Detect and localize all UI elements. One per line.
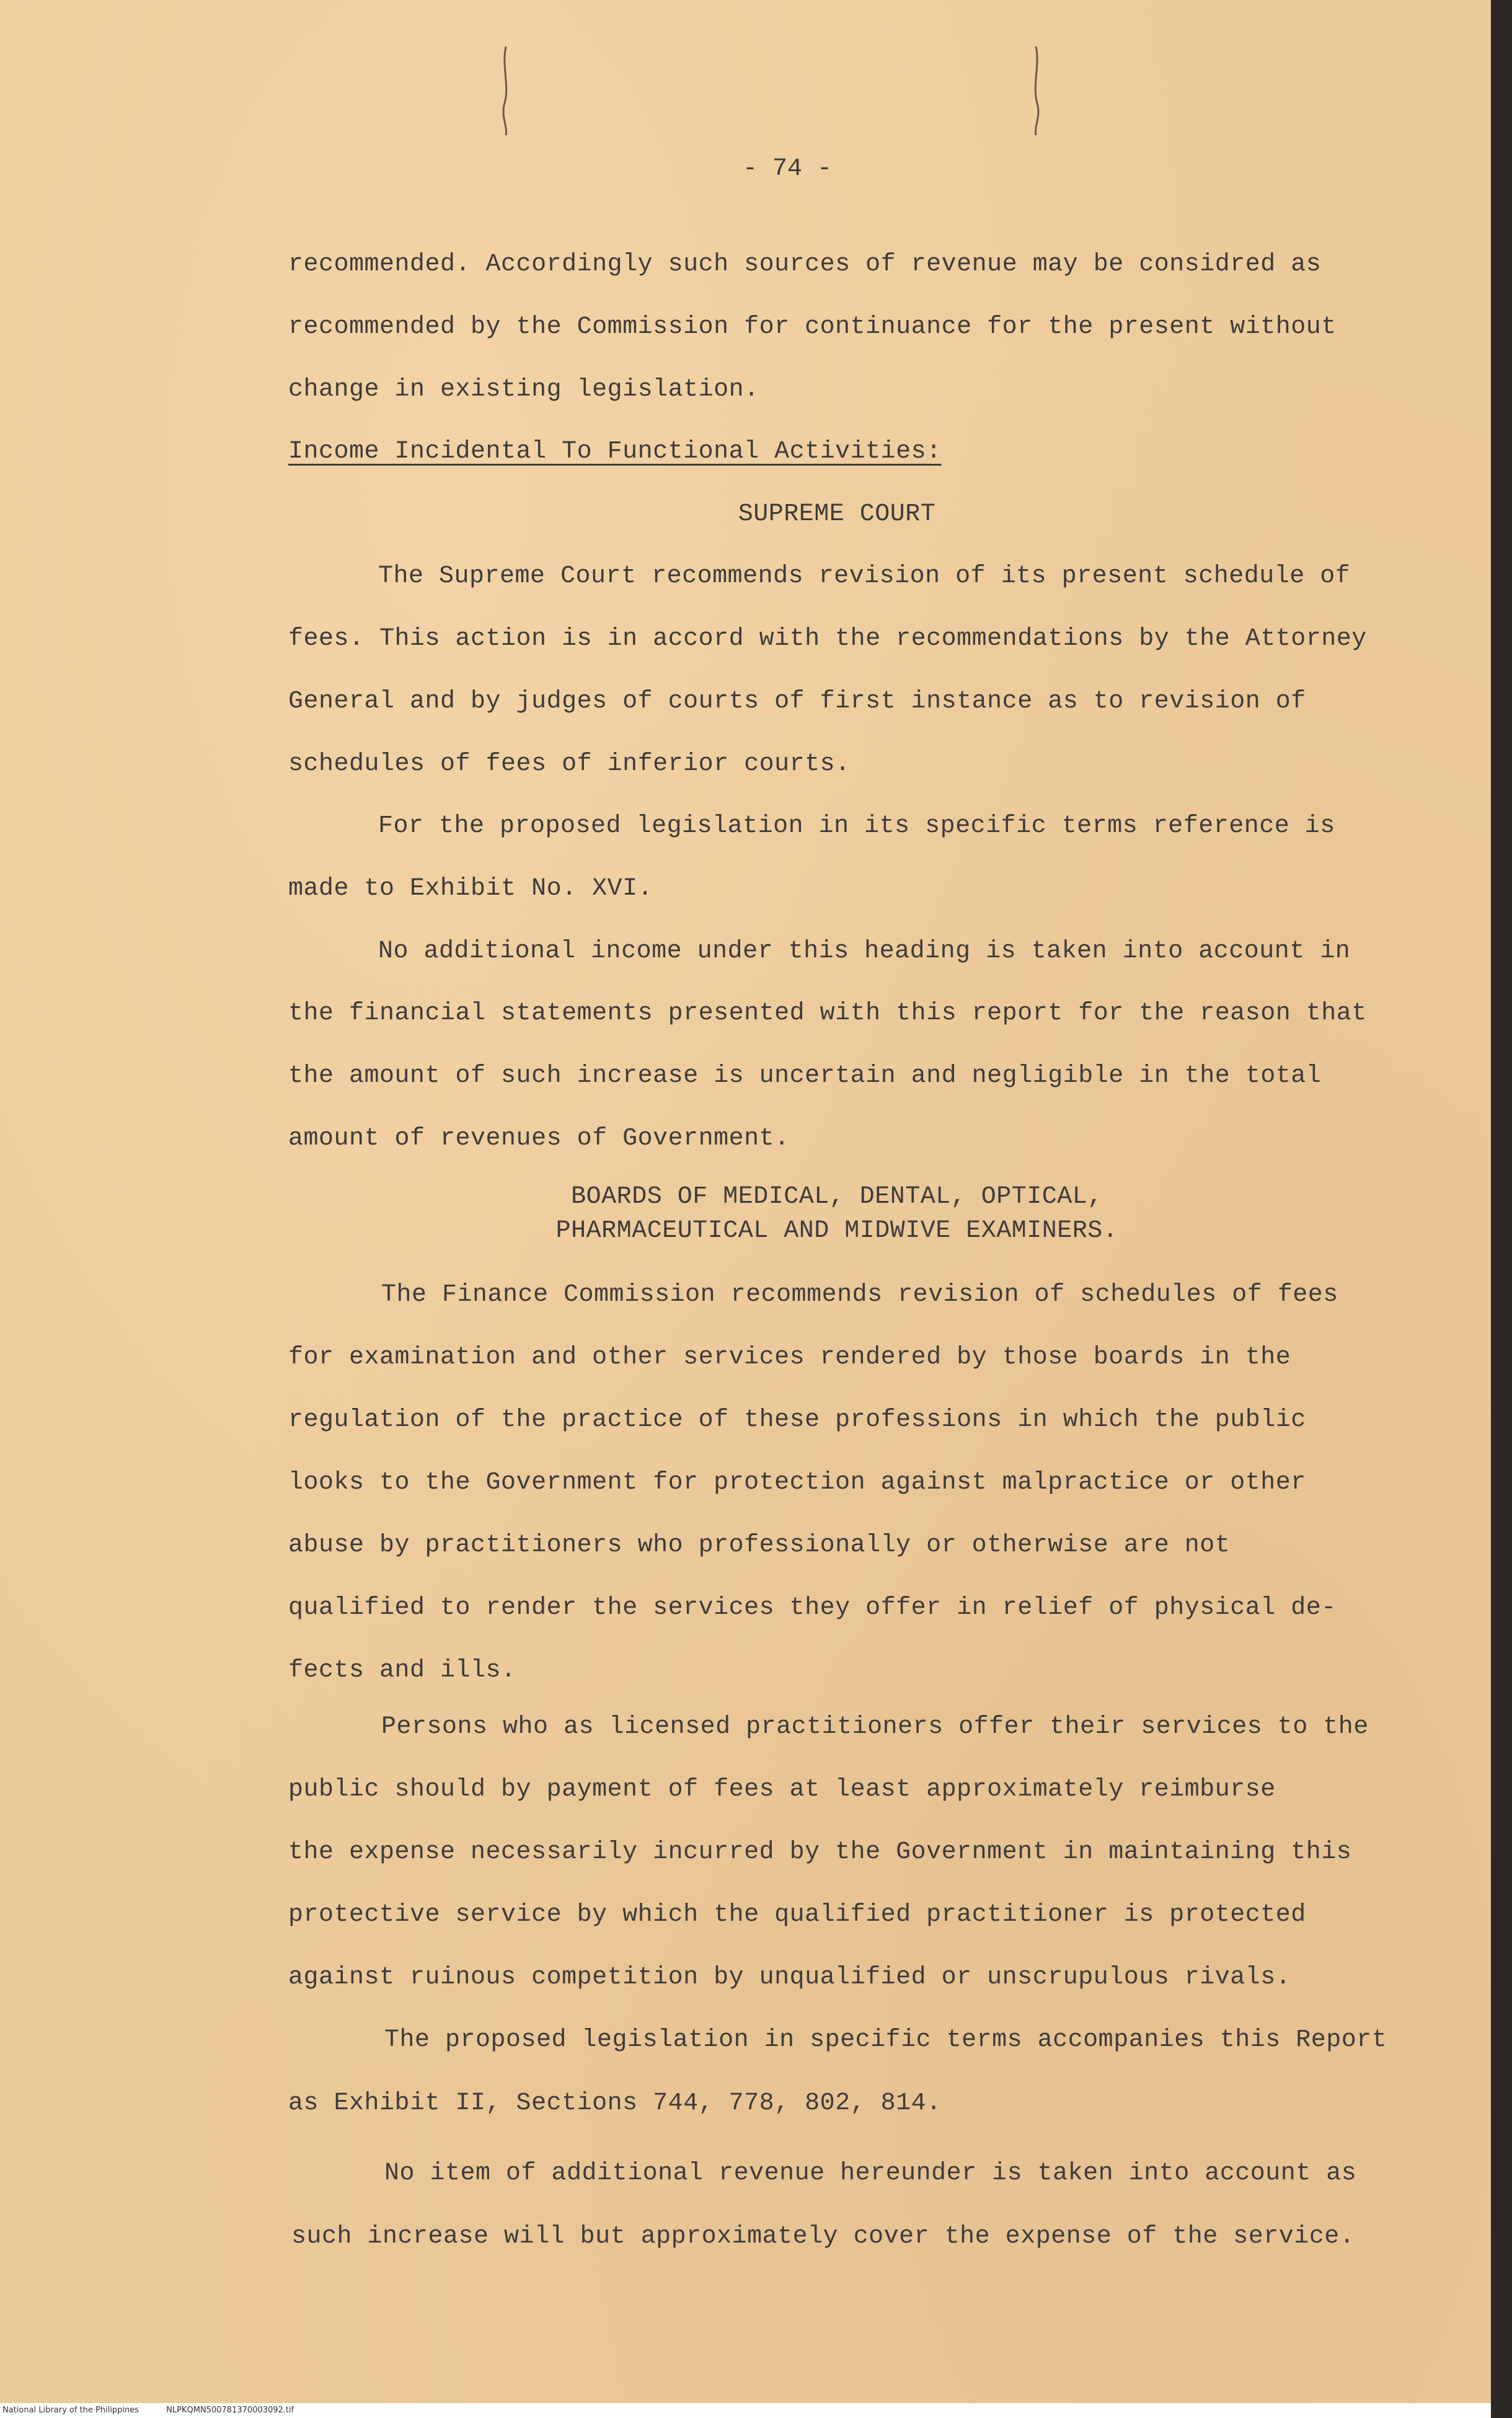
text-line: The proposed legislation in specific terms accompanies this Report bbox=[384, 2026, 1387, 2054]
scan-border bbox=[1491, 0, 1512, 2418]
text-line: the amount of such increase is uncertain and negligible in the total bbox=[288, 1062, 1322, 1090]
page-number: - 74 - bbox=[742, 155, 833, 183]
text-line: For the proposed legislation in its specific terms reference is bbox=[378, 812, 1335, 840]
section-heading: Income Incidental To Functional Activities: bbox=[288, 438, 942, 466]
text-line: fects and ills. bbox=[288, 1657, 516, 1685]
footer-file: NLPKQMN500781370003092.tif bbox=[166, 2406, 294, 2415]
subsection-heading: SUPREME COURT bbox=[738, 500, 936, 528]
text-line: regulation of the practice of these professions in which the public bbox=[288, 1406, 1306, 1434]
subsection-heading: BOARDS OF MEDICAL, DENTAL, OPTICAL, bbox=[571, 1183, 1103, 1211]
footer-library: National Library of the Philippines bbox=[2, 2406, 139, 2415]
text-line: General and by judges of courts of first instance as to revision of bbox=[288, 688, 1306, 715]
text-line: the expense necessarily incurred by the Government in maintaining this bbox=[288, 1838, 1352, 1866]
text-line: No additional income under this heading is taken into account in bbox=[378, 937, 1351, 965]
text-line: fees. This action is in accord with the recommendations by the Attorney bbox=[288, 625, 1367, 653]
text-line: abuse by practitioners who professionally or otherwise are not bbox=[288, 1531, 1231, 1559]
text-line: No item of additional revenue hereunder is taken into account as bbox=[384, 2159, 1357, 2187]
text-line: amount of revenues of Government. bbox=[288, 1125, 790, 1153]
text-line: The Finance Commission recommends revision of schedules of fees bbox=[381, 1281, 1338, 1309]
text-line: change in existing legislation. bbox=[288, 376, 759, 404]
text-line: made to Exhibit No. XVI. bbox=[288, 875, 653, 903]
text-line: protective service by which the qualified practitioner is protected bbox=[288, 1901, 1306, 1929]
staple-hole-left-icon bbox=[499, 43, 513, 136]
text-line: recommended by the Commission for continuance for the present without bbox=[288, 313, 1337, 341]
text-line: for examination and other services rendered by those boards in the bbox=[288, 1344, 1291, 1371]
text-line: The Supreme Court recommends revision of its present schedule of bbox=[378, 562, 1351, 590]
text-line: the financial statements presented with this report for the reason that bbox=[288, 999, 1367, 1027]
text-line: Persons who as licensed practitioners offer their services to the bbox=[381, 1713, 1369, 1741]
text-line: such increase will but approximately cover the expense of the service. bbox=[291, 2223, 1355, 2251]
text-line: as Exhibit II, Sections 744, 778, 802, 814. bbox=[288, 2089, 942, 2117]
scan-footer bbox=[0, 2403, 1491, 2418]
text-line: qualified to render the services they offer in relief of physical de- bbox=[288, 1594, 1337, 1622]
text-line: looks to the Government for protection against malpractice or other bbox=[288, 1469, 1306, 1497]
text-line: against ruinous competition by unqualified or unscrupulous rivals. bbox=[288, 1964, 1291, 1991]
text-line: public should by payment of fees at least approximately reimburse bbox=[288, 1776, 1276, 1804]
text-line: recommended. Accordingly such sources of revenue may be considred as bbox=[288, 250, 1322, 278]
staple-hole-right-icon bbox=[1029, 43, 1043, 136]
text-line: schedules of fees of inferior courts. bbox=[288, 750, 851, 778]
subsection-heading: PHARMACEUTICAL AND MIDWIVE EXAMINERS. bbox=[555, 1217, 1118, 1245]
